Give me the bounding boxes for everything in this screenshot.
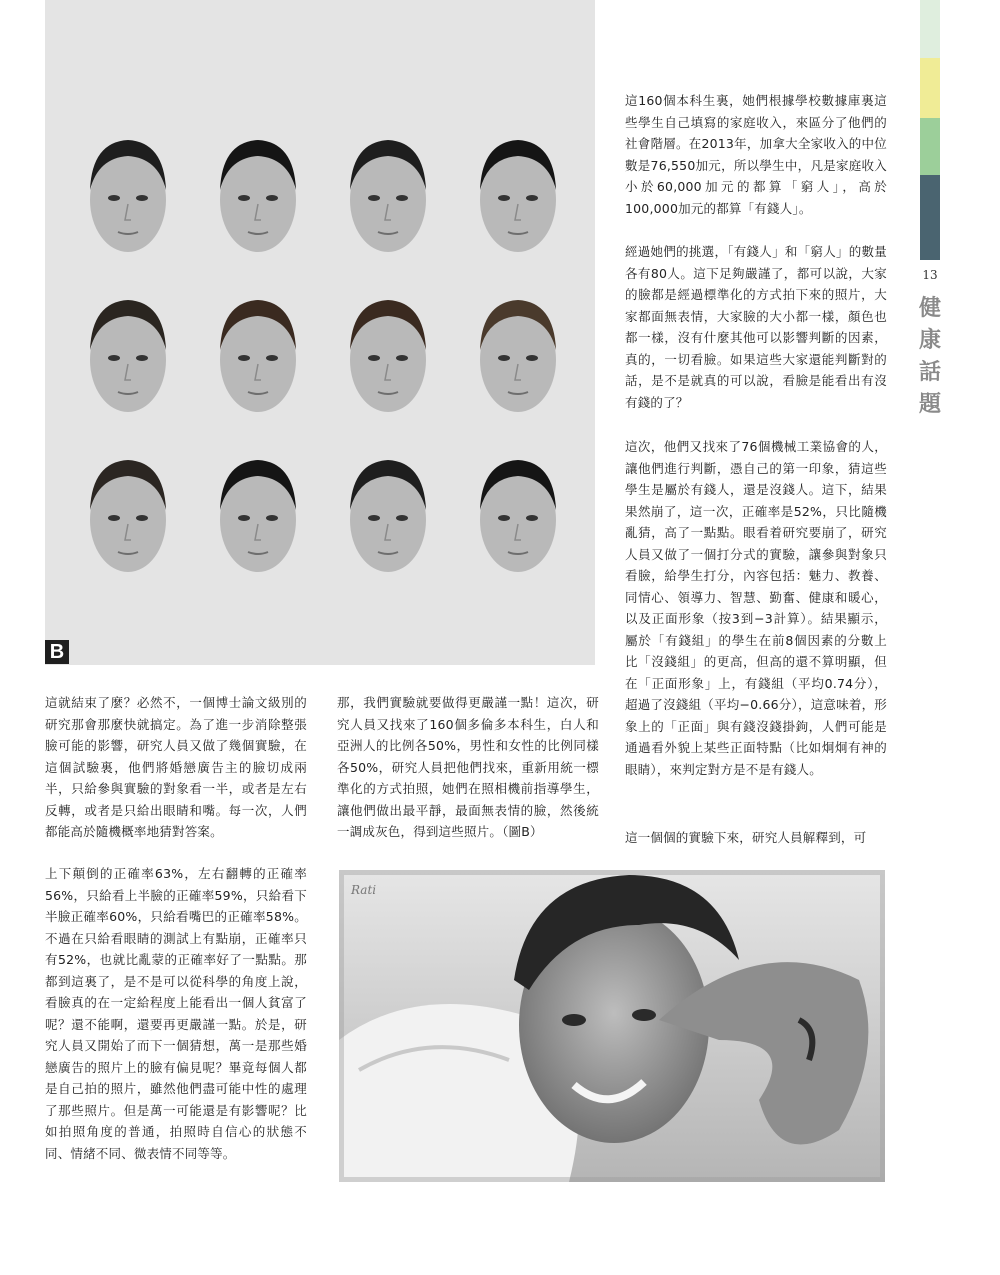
sidebar-color-2: [920, 58, 940, 118]
face-photo: [63, 275, 193, 435]
figure-b-panel: [45, 0, 595, 665]
page-number: 13: [922, 268, 938, 282]
sidebar-color-3: [920, 118, 940, 175]
face-photo: [63, 115, 193, 275]
portrait-photo: [339, 870, 885, 1182]
face-photo: [323, 115, 453, 275]
face-photo: [193, 115, 323, 275]
section-title-char: 康: [918, 327, 941, 353]
face-photo: [193, 435, 323, 595]
face-photo: [63, 435, 193, 595]
photo-signature: Rati: [351, 883, 377, 897]
paragraph: 那，我們實驗就要做得更嚴謹一點！這次，研究人員又找來了160個多倫多本科生，白人和亞洲人的比例各50%，男性和女性的比例同樣各50%，研究人員把他們找來，重新用統一標準化的方式拍照，她們在照相機前指導學生，讓他們做出最平靜，最面無表情的臉，然後統一調成灰色，得到這些照片。（圖B）: [337, 695, 599, 839]
section-title-char: 健: [918, 295, 941, 321]
face-photo: [323, 435, 453, 595]
face-photo: [453, 275, 583, 435]
paragraph: 上下顛倒的正確率63%，左右翻轉的正確率56%，只給看上半臉的正確率59%，只給看下半臉正確率60%，只給看嘴巴的正確率58%。不過在只給看眼睛的測試上有點崩，正確率只有52%，也就比亂蒙的正確率好了一點點。那都到這裏了，是不是可以從科學的角度上說，看臉真的在一定給程度上能看出一個人貧富了呢？還不能啊，還要再更嚴謹一點。於是，研究人員又開始了而下一個猜想，萬一是那些婚戀廣告的照片上的臉有偏見呢？畢竟每個人都是自己拍的照片，雖然他們盡可能中性的處理了那些照片。但是萬一可能還是有影響呢？比如拍照角度的普通，拍照時自信心的狀態不同、情緒不同、微表情不同等等。: [45, 866, 307, 1161]
paragraph: 這160個本科生裏，她們根據學校數據庫裏這些學生自己填寫的家庭收入，來區分了他們的社會階層。在2013年，加拿大全家收入的中位數是76,550加元，所以學生中，凡是家庭收入小於60,000加元的都算「窮人」，高於100,000加元的都算「有錢人」。: [625, 93, 887, 216]
paragraph: 這就結束了麼？必然不，一個博士論文級別的研究那會那麼快就搞定。為了進一步消除整張臉可能的影響，研究人員又做了幾個實驗，在這個試驗裏，他們將婚戀廣告主的臉切成兩半，只給參與實驗的對象看一半，或者是左右反轉，或者是只給出眼睛和嘴。每一次，人們都能高於隨機概率地猜對答案。: [45, 695, 307, 839]
face-photo: [453, 435, 583, 595]
paragraph: 經過她們的挑選，「有錢人」和「窮人」的數量各有80人。這下足夠嚴謹了，都可以說，大家的臉都是經過標準化的方式拍下來的照片，大家都面無表情，大家臉的大小都一樣，顏色也都一樣，沒有什麼其他可以影響判斷的因素，真的，一切看臉。如果這些大家還能判斷對的話，是不是就真的可以說，看臉是能看出有沒有錢的了？: [625, 244, 887, 410]
sidebar-color-4: [920, 175, 940, 260]
figure-label: B: [45, 640, 69, 664]
sidebar-color-1: [920, 0, 940, 58]
section-title: [917, 292, 943, 420]
paragraph: 這一個個的實驗下來，研究人員解釋到，可: [625, 830, 867, 845]
section-title-char: 題: [918, 391, 941, 417]
section-title-char: 話: [918, 359, 941, 385]
face-photo: [453, 115, 583, 275]
face-photo: [193, 275, 323, 435]
face-photo: [323, 275, 453, 435]
face-grid: [63, 115, 583, 595]
paragraph: 這次，他們又找來了76個機械工業協會的人，讓他們進行判斷，憑自己的第一印象，猜這些學生是屬於有錢人，還是沒錢人。這下，結果果然崩了，這一次，正確率是52%，只比隨機亂猜，高了一點點。眼看着研究要崩了，研究人員又做了一個打分式的實驗，讓參與對象只看臉，給學生打分，內容包括：魅力、教養、同情心、領導力、智慧、勤奮、健康和暖心，以及正面形象（按3到−3計算）。結果顯示，屬於「有錢組」的學生在前8個因素的分數上比「沒錢組」的更高，但高的還不算明顯，但在「正面形象」上，有錢組（平均0.74分），超過了沒錢組（平均−0.66分），這意味着，形象上的「正面」與有錢沒錢掛鉤，人們可能是通過看外貌上某些正面特點（比如炯炯有神的眼睛），來判定對方是不是有錢人。: [625, 439, 887, 777]
